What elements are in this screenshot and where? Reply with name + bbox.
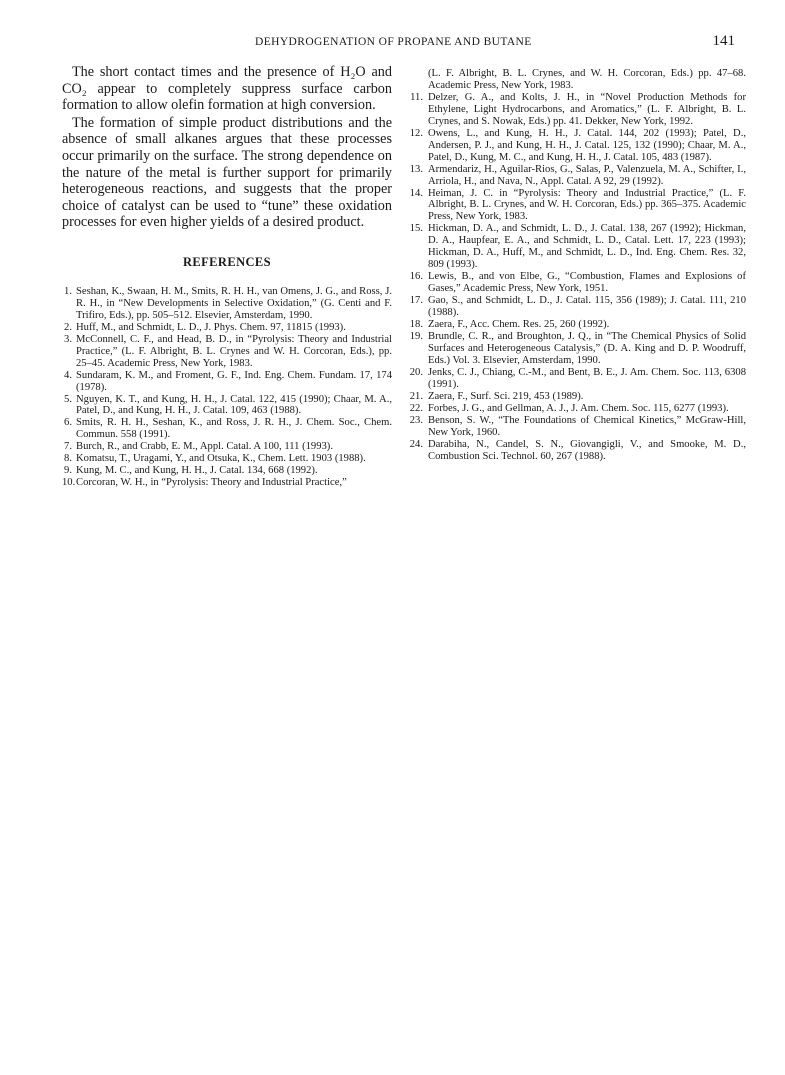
reference-number: 15.	[409, 223, 423, 235]
reference-item	[62, 453, 392, 465]
reference-item	[62, 477, 392, 489]
running-title: DEHYDROGENATION OF PROPANE AND BUTANE	[255, 36, 532, 48]
reference-number: 3.	[64, 333, 72, 345]
reference-item	[408, 415, 746, 439]
reference-item	[62, 417, 392, 441]
reference-item	[408, 188, 746, 224]
reference-item	[408, 367, 746, 391]
reference-text: Darabiha, N., Candel, S. N., Giovangigli, V., and Smooke, M. D., Combustion Sci. Technol. 60, 267 (1988).	[428, 438, 746, 462]
reference-number: 10.	[62, 477, 76, 489]
reference-text: Brundle, C. R., and Broughton, J. Q., in “The Chemical Physics of Solid Surfaces and Heterogeneous Catalysis,” (D. A. King and D. P. Woodruff, Eds.) Vol. 3. Elsevier, Amsterdam, 1990.	[428, 330, 746, 366]
reference-item	[408, 403, 746, 415]
reference-text: Owens, L., and Kung, H. H., J. Catal. 144, 202 (1993); Patel, D., Andersen, P. J., and Kung, H. H., J. Catal. 125, 132 (1990); Chaar, M. A., Patel, D., Kung, M. C., and Kung, H. H., J. Catal. 105, 483 (1987).	[428, 127, 746, 163]
reference-item	[62, 465, 392, 477]
reference-item	[62, 441, 392, 453]
reference-text: Gao, S., and Schmidt, L. D., J. Catal. 115, 356 (1989); J. Catal. 111, 210 (1988).	[428, 295, 746, 319]
reference-number: 6.	[64, 417, 72, 429]
reference-number: 1.	[64, 285, 72, 297]
reference-number: 8.	[64, 453, 72, 465]
reference-text: Burch, R., and Crabb, E. M., Appl. Catal. A 100, 111 (1993).	[76, 441, 333, 453]
reference-number: 23.	[409, 414, 423, 426]
reference-text: McConnell, C. F., and Head, B. D., in “Pyrolysis: Theory and Industrial Practice,” (L. F. Albright, B. L. Crynes and W. H. Corcoran, Eds.), pp. 25–45. Academic Press, New York, 1983.	[76, 333, 392, 369]
reference-list-right	[408, 92, 746, 463]
reference-list-left	[62, 286, 392, 489]
reference-number: 19.	[409, 330, 423, 342]
reference-text: Hickman, D. A., and Schmidt, L. D., J. Catal. 138, 267 (1992); Hickman, D. A., Haupfear, E. A., and Schmidt, L. D., Catal. Lett. 17, 223 (1993); Hickman, D. A., Huff, M., and Schmidt, L. D., Ind. Eng. Chem. Res. 32, 809 (1993).	[428, 223, 746, 271]
reference-number: 17.	[409, 295, 423, 307]
reference-number: 12.	[409, 127, 423, 139]
running-header	[0, 33, 785, 56]
reference-number: 11.	[410, 91, 423, 103]
reference-item	[408, 271, 746, 295]
reference-text: Corcoran, W. H., in “Pyrolysis: Theory and Industrial Practice,”	[76, 477, 347, 489]
reference-text: Nguyen, K. T., and Kung, H. H., J. Catal. 122, 415 (1990); Chaar, M. A., Patel, D., and Kung, H. H., J. Catal. 109, 463 (1988).	[76, 393, 392, 417]
reference-text: Benson, S. W., “The Foundations of Chemical Kinetics,” McGraw-Hill, New York, 1960.	[428, 414, 746, 438]
reference-text: Kung, M. C., and Kung, H. H., J. Catal. 134, 668 (1992).	[76, 465, 318, 477]
reference-continuation: (L. F. Albright, B. L. Crynes, and W. H. Corcoran, Eds.) pp. 47–68. Academic Press, New York, 1983.	[428, 68, 746, 91]
reference-text: Lewis, B., and von Elbe, G., “Combustion, Flames and Explosions of Gases,” Academic Press, New York, 1951.	[428, 271, 746, 295]
reference-text: Sundaram, K. M., and Froment, G. F., Ind. Eng. Chem. Fundam. 17, 174 (1978).	[76, 369, 392, 393]
reference-text: Huff, M., and Schmidt, L. D., J. Phys. Chem. 97, 11815 (1993).	[76, 321, 346, 333]
reference-item	[408, 92, 746, 128]
reference-text: Forbes, J. G., and Gellman, A. J., J. Am. Chem. Soc. 115, 6277 (1993).	[428, 402, 729, 414]
reference-number: 20.	[409, 366, 423, 378]
right-column	[408, 68, 746, 462]
reference-text: Delzer, G. A., and Kolts, J. H., in “Novel Production Methods for Ethylene, Light Hydrocarbons, and Aromatics,” (L. F. Albright, B. L. Crynes, and S. Nowak, Eds.) pp. 41. Dekker, New York, 1992.	[428, 91, 746, 127]
reference-item	[62, 286, 392, 322]
reference-text: Komatsu, T., Uragami, Y., and Otsuka, K., Chem. Lett. 1903 (1988).	[76, 453, 366, 465]
reference-number: 18.	[409, 319, 423, 331]
reference-number: 21.	[409, 390, 423, 402]
reference-text: Armendariz, H., Aguilar-Rios, G., Salas, P., Valenzuela, M. A., Schifter, I., Arriola, H., and Nava, N., Appl. Catal. A 92, 29 (1992).	[428, 163, 746, 187]
reference-text: Heiman, J. C. in “Pyrolysis: Theory and Industrial Practice,” (L. F. Albright, B. L. Crynes, and W. H. Corcoran, Eds.) pp. 365–375. Academic Press, New York, 1983.	[428, 187, 746, 223]
reference-text: Smits, R. H. H., Seshan, K., and Ross, J. R. H., J. Chem. Soc., Chem. Commun. 558 (1991).	[76, 417, 392, 441]
reference-number: 4.	[64, 369, 72, 381]
body-paragraph: The formation of simple product distributions and the absence of small alkanes argues that these processes occur primarily on the surface. The strong dependence on the nature of the metal is further support for primarily heterogeneous reactions, and suggests that the proper choice of catalyst can be used to “tune” these oxidation processes for even higher yields of a desired product.	[62, 114, 392, 231]
reference-item	[408, 319, 746, 331]
reference-number: 22.	[409, 402, 423, 414]
reference-item	[408, 391, 746, 403]
reference-text: Zaera, F., Surf. Sci. 219, 453 (1989).	[428, 390, 584, 402]
reference-item	[408, 128, 746, 164]
reference-number: 9.	[64, 465, 72, 477]
reference-number: 24.	[409, 438, 423, 450]
reference-number: 13.	[409, 163, 423, 175]
page-number: 141	[712, 33, 735, 49]
reference-item	[408, 223, 746, 271]
reference-number: 7.	[64, 441, 72, 453]
reference-item	[408, 331, 746, 367]
reference-text: Jenks, C. J., Chiang, C.-M., and Bent, B. E., J. Am. Chem. Soc. 113, 6308 (1991).	[428, 366, 746, 390]
references-heading: REFERENCES	[182, 254, 272, 269]
reference-text: Zaera, F., Acc. Chem. Res. 25, 260 (1992).	[428, 319, 610, 331]
reference-item	[408, 439, 746, 463]
body-paragraph: The short contact times and the presence of H₂O and CO₂ appear to completely suppress surface carbon formation to allow olefin formation at high conversion.	[62, 64, 392, 114]
reference-text: Seshan, K., Swaan, H. M., Smits, R. H. H., van Omens, J. G., and Ross, J. R. H., in “New Developments in Selective Oxidation,” (G. Centi and F. Trifiro, Eds.), pp. 505–512. Elsevier, Amsterdam, 1990.	[76, 285, 392, 321]
reference-item	[62, 334, 392, 370]
reference-item	[62, 322, 392, 334]
reference-number: 16.	[409, 271, 423, 283]
reference-number: 5.	[64, 393, 72, 405]
reference-item	[408, 295, 746, 319]
reference-item	[62, 394, 392, 418]
reference-number: 2.	[64, 321, 72, 333]
reference-number: 14.	[409, 187, 423, 199]
reference-item	[62, 370, 392, 394]
reference-item	[408, 164, 746, 188]
left-column	[62, 64, 392, 489]
